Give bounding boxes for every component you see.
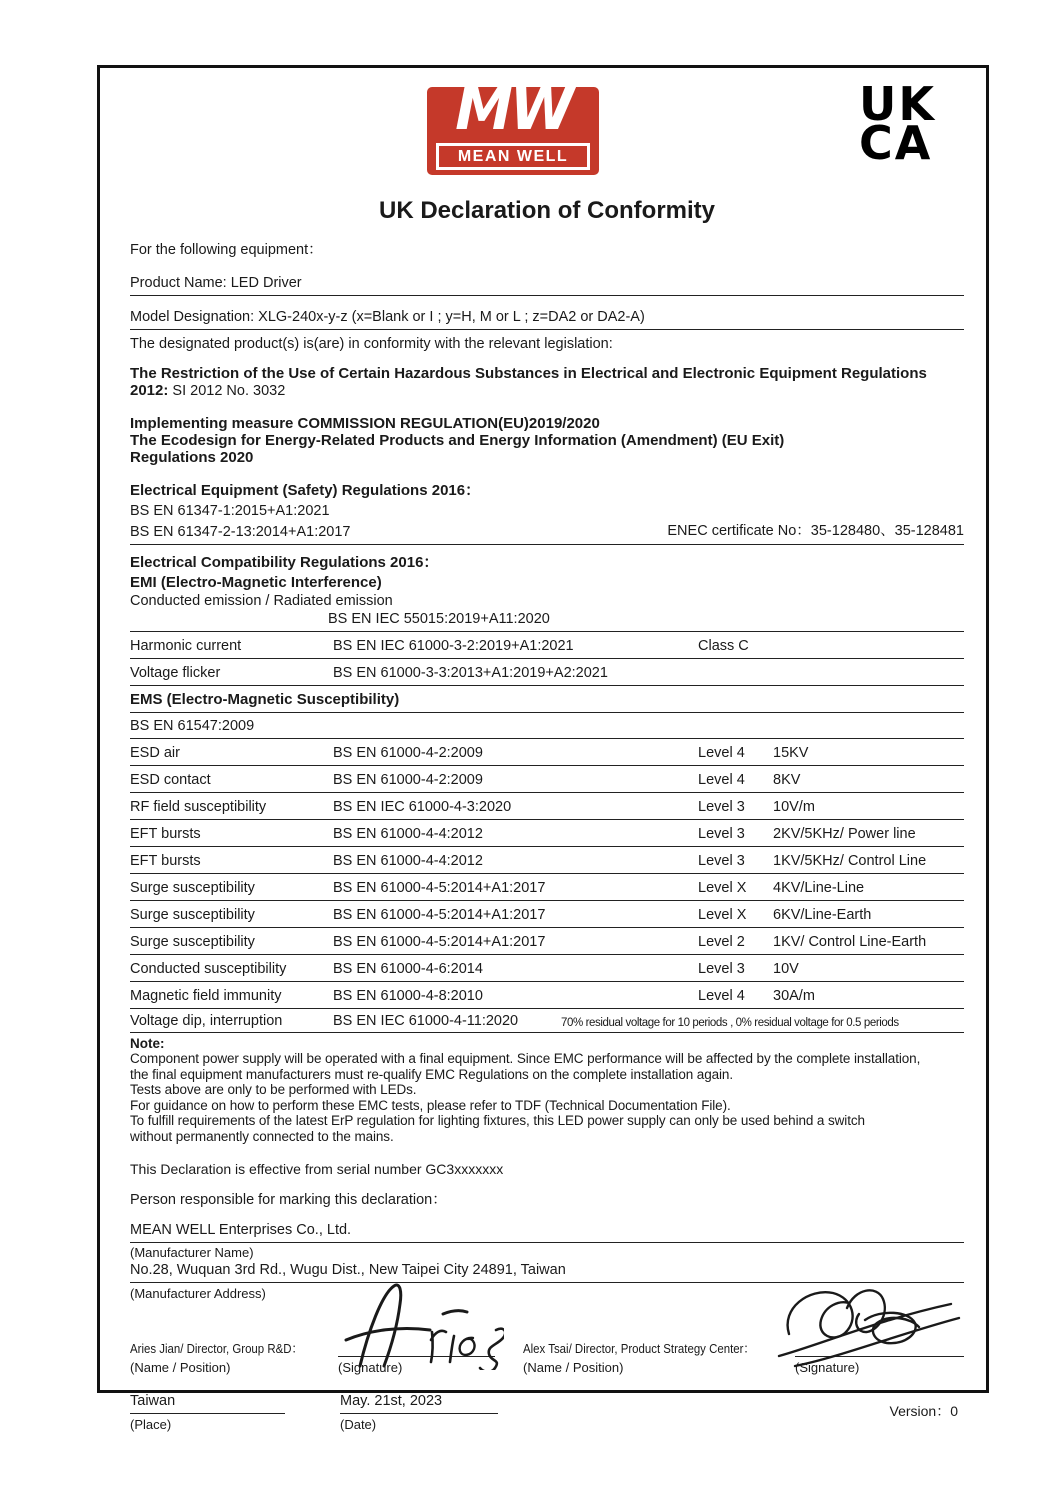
pd-caption-spacer	[285, 1417, 340, 1432]
test-standard: BS EN 61000-4-5:2014+A1:2017	[333, 880, 546, 896]
test-label: Conducted susceptibility	[130, 961, 287, 977]
safety-standard-1: BS EN 61347-1:2015+A1:2021	[130, 503, 330, 519]
test-value: 2KV/5KHz/ Power line	[773, 826, 916, 842]
test-label: Surge susceptibility	[130, 934, 255, 950]
test-level: Level 4	[698, 988, 745, 1004]
table-row	[130, 739, 964, 766]
safety-regulation-heading: Electrical Equipment (Safety) Regulations 2016：	[130, 482, 481, 499]
test-label: Harmonic current	[130, 638, 242, 654]
test-standard: BS EN 61000-4-2:2009	[333, 772, 483, 788]
test-value: 1KV/ Control Line-Earth	[773, 934, 927, 950]
manufacturer-name-caption: (Manufacturer Name)	[130, 1245, 254, 1260]
test-value	[773, 665, 964, 681]
table-row	[130, 793, 964, 820]
emi-standard: BS EN IEC 55015:2019+A11:2020	[130, 611, 964, 632]
test-label: Voltage dip, interruption	[130, 1013, 283, 1029]
test-value: 4KV/Line-Line	[773, 880, 865, 896]
test-level: Level 3	[698, 961, 745, 977]
test-label: EFT bursts	[130, 826, 201, 842]
signature-row	[130, 1327, 964, 1357]
right-name-caption: (Name / Position)	[523, 1360, 624, 1375]
table-row	[130, 659, 964, 686]
mean-well-wordmark: MEAN WELL	[436, 143, 590, 170]
test-standard: BS EN 61000-4-4:2012	[333, 826, 483, 842]
left-name-caption: (Name / Position)	[130, 1360, 231, 1375]
test-label: Magnetic field immunity	[130, 988, 282, 1004]
for-equipment-label: For the following equipment：	[130, 242, 323, 258]
place-value: Taiwan	[130, 1393, 285, 1414]
table-row	[130, 928, 964, 955]
ukca-mark-icon	[859, 77, 936, 170]
left-signatory-name: Aries Jian/ Director, Group R&D：	[130, 1341, 303, 1356]
ecodesign-line3: Regulations 2020	[130, 449, 254, 466]
test-standard: BS EN 61000-4-2:2009	[333, 745, 483, 761]
right-signature-line	[795, 1327, 964, 1357]
test-level: Level 3	[698, 826, 745, 842]
mean-well-monogram-icon: MW	[455, 75, 571, 143]
test-standard: BS EN 61000-4-8:2010	[333, 988, 483, 1004]
conformity-statement: The designated product(s) is(are) in conformity with the relevant legislation:	[130, 336, 613, 352]
table-row	[130, 901, 964, 928]
document-header	[130, 75, 964, 189]
page-title: UK Declaration of Conformity	[378, 197, 716, 224]
table-row	[130, 955, 964, 982]
test-value	[773, 638, 964, 654]
enec-certificate: ENEC certificate No：35-128480、35-128481	[667, 523, 964, 539]
test-value: 10V	[773, 961, 799, 977]
test-standard: BS EN 61000-3-3:2013+A1:2019+A2:2021	[333, 665, 608, 681]
note-line: To fulfill requirements of the latest ErP regulation for lighting fixtures, this LED power supply can only be used behind a switch	[130, 1113, 865, 1128]
caption-spacer	[495, 1360, 523, 1375]
responsible-statement: Person responsible for marking this declaration：	[130, 1192, 447, 1208]
test-label: Surge susceptibility	[130, 880, 255, 896]
right-signatory-name: Alex Tsai/ Director, Product Strategy Center：	[523, 1341, 755, 1356]
manufacturer-address: No.28, Wuquan 3rd Rd., Wugu Dist., New Taipei City 24891, Taiwan	[130, 1262, 964, 1283]
ecodesign-regulation	[130, 415, 964, 466]
test-value: 30A/m	[773, 988, 815, 1004]
emi-heading: EMI (Electro-Magnetic Interference)	[130, 574, 382, 591]
place-date-captions	[130, 1417, 964, 1432]
test-label: RF field susceptibility	[130, 799, 267, 815]
test-level: Level X	[698, 880, 747, 896]
note-line: without permanently connected to the mains.	[130, 1128, 394, 1144]
test-label: EFT bursts	[130, 853, 201, 869]
table-row	[130, 874, 964, 901]
place-date-row	[130, 1393, 964, 1414]
ems-base-standard: BS EN 61547:2009	[130, 713, 964, 739]
table-row	[130, 632, 964, 659]
ecodesign-line2: The Ecodesign for Energy-Related Products and Energy Information (Amendment) (EU Exit)	[130, 432, 785, 449]
right-signature-caption: (Signature)	[795, 1360, 860, 1375]
note-line: the final equipment manufacturers must re-qualify EMC Regulations on the complete installation again.	[130, 1066, 733, 1082]
left-signature-line	[338, 1327, 495, 1357]
test-standard: BS EN IEC 61000-3-2:2019+A1:2021	[333, 638, 574, 654]
test-level: Level 3	[698, 853, 745, 869]
test-level: Level X	[698, 907, 747, 923]
test-label: ESD contact	[130, 772, 211, 788]
test-standard: BS EN 61000-4-4:2012	[333, 853, 483, 869]
test-standard: BS EN IEC 61000-4-3:2020	[333, 799, 512, 815]
voltage-dip-note: 70% residual voltage for 10 periods , 0% residual voltage for 0.5 periods	[561, 1017, 899, 1029]
voltage-dip-row	[130, 1009, 964, 1033]
test-value: 15KV	[773, 745, 809, 761]
test-standard: BS EN 61000-4-5:2014+A1:2017	[333, 934, 546, 950]
place-date-spacer	[285, 1393, 340, 1414]
manufacturer-address-caption: (Manufacturer Address)	[130, 1286, 266, 1301]
manufacturer-name: MEAN WELL Enterprises Co., Ltd.	[130, 1222, 964, 1243]
test-level: Level 4	[698, 745, 745, 761]
test-label: ESD air	[130, 745, 180, 761]
safety-standard-2: BS EN 61347-2-13:2014+A1:2017	[130, 524, 351, 540]
rohs-regulation	[130, 365, 964, 399]
test-value: 8KV	[773, 772, 801, 788]
date-value: May. 21st, 2023	[340, 1393, 498, 1414]
model-designation-line: Model Designation: XLG-240x-y-z (x=Blank or I ; y=H, M or L ; z=DA2 or DA2-A)	[130, 309, 964, 330]
test-standard: BS EN 61000-4-6:2014	[333, 961, 483, 977]
ecodesign-line1: Implementing measure COMMISSION REGULATION(EU)2019/2020	[130, 415, 600, 432]
date-caption: (Date)	[340, 1417, 377, 1432]
test-level: Level 2	[698, 934, 745, 950]
table-row	[130, 766, 964, 793]
test-standard: BS EN IEC 61000-4-11:2020	[333, 1013, 519, 1029]
test-level: Class C	[698, 638, 749, 654]
place-caption: (Place)	[130, 1417, 172, 1432]
signature-captions	[130, 1360, 964, 1375]
table-row	[130, 820, 964, 847]
note-line: For guidance on how to perform these EMC tests, please refer to TDF (Technical Documentation File).	[130, 1097, 731, 1113]
test-value: 1KV/5KHz/ Control Line	[773, 853, 927, 869]
test-label: Voltage flicker	[130, 665, 221, 681]
test-level: Level 4	[698, 772, 745, 788]
product-name-line: Product Name: LED Driver	[130, 275, 964, 296]
ukca-line2: CA	[859, 116, 933, 170]
note-heading: Note:	[130, 1036, 165, 1051]
note-line: Tests above are only to be performed with LEDs.	[130, 1082, 417, 1097]
table-row	[130, 982, 964, 1009]
test-value: 10V/m	[773, 799, 815, 815]
test-standard: BS EN 61000-4-5:2014+A1:2017	[333, 907, 546, 923]
emi-sub-label: Conducted emission / Radiated emission	[130, 593, 393, 609]
version-label: Version：0	[889, 1403, 958, 1419]
test-value: 6KV/Line-Earth	[773, 907, 872, 923]
ems-heading: EMS (Electro-Magnetic Susceptibility)	[130, 686, 964, 713]
ukca-line1: UK	[859, 77, 936, 131]
table-row	[130, 847, 964, 874]
note-line: Component power supply will be operated with a final equipment. Since EMC performance will be affected by the complete installation,	[130, 1051, 921, 1066]
left-signature-caption: (Signature)	[338, 1360, 403, 1375]
mean-well-logo	[427, 75, 599, 175]
test-label: Surge susceptibility	[130, 907, 255, 923]
emc-regulation-heading: Electrical Compatibility Regulations 2016：	[130, 554, 439, 571]
rohs-regulation-si: SI 2012 No. 3032	[168, 383, 286, 399]
safety-standard-2-row	[130, 519, 964, 545]
test-level: Level 3	[698, 799, 745, 815]
test-level	[698, 665, 773, 681]
serial-statement: This Declaration is effective from serial number GC3xxxxxxx	[130, 1161, 504, 1177]
rohs-regulation-bold: The Restriction of the Use of Certain Hazardous Substances in Electrical and Electronic Equipment Regulations 2012:	[130, 365, 927, 399]
